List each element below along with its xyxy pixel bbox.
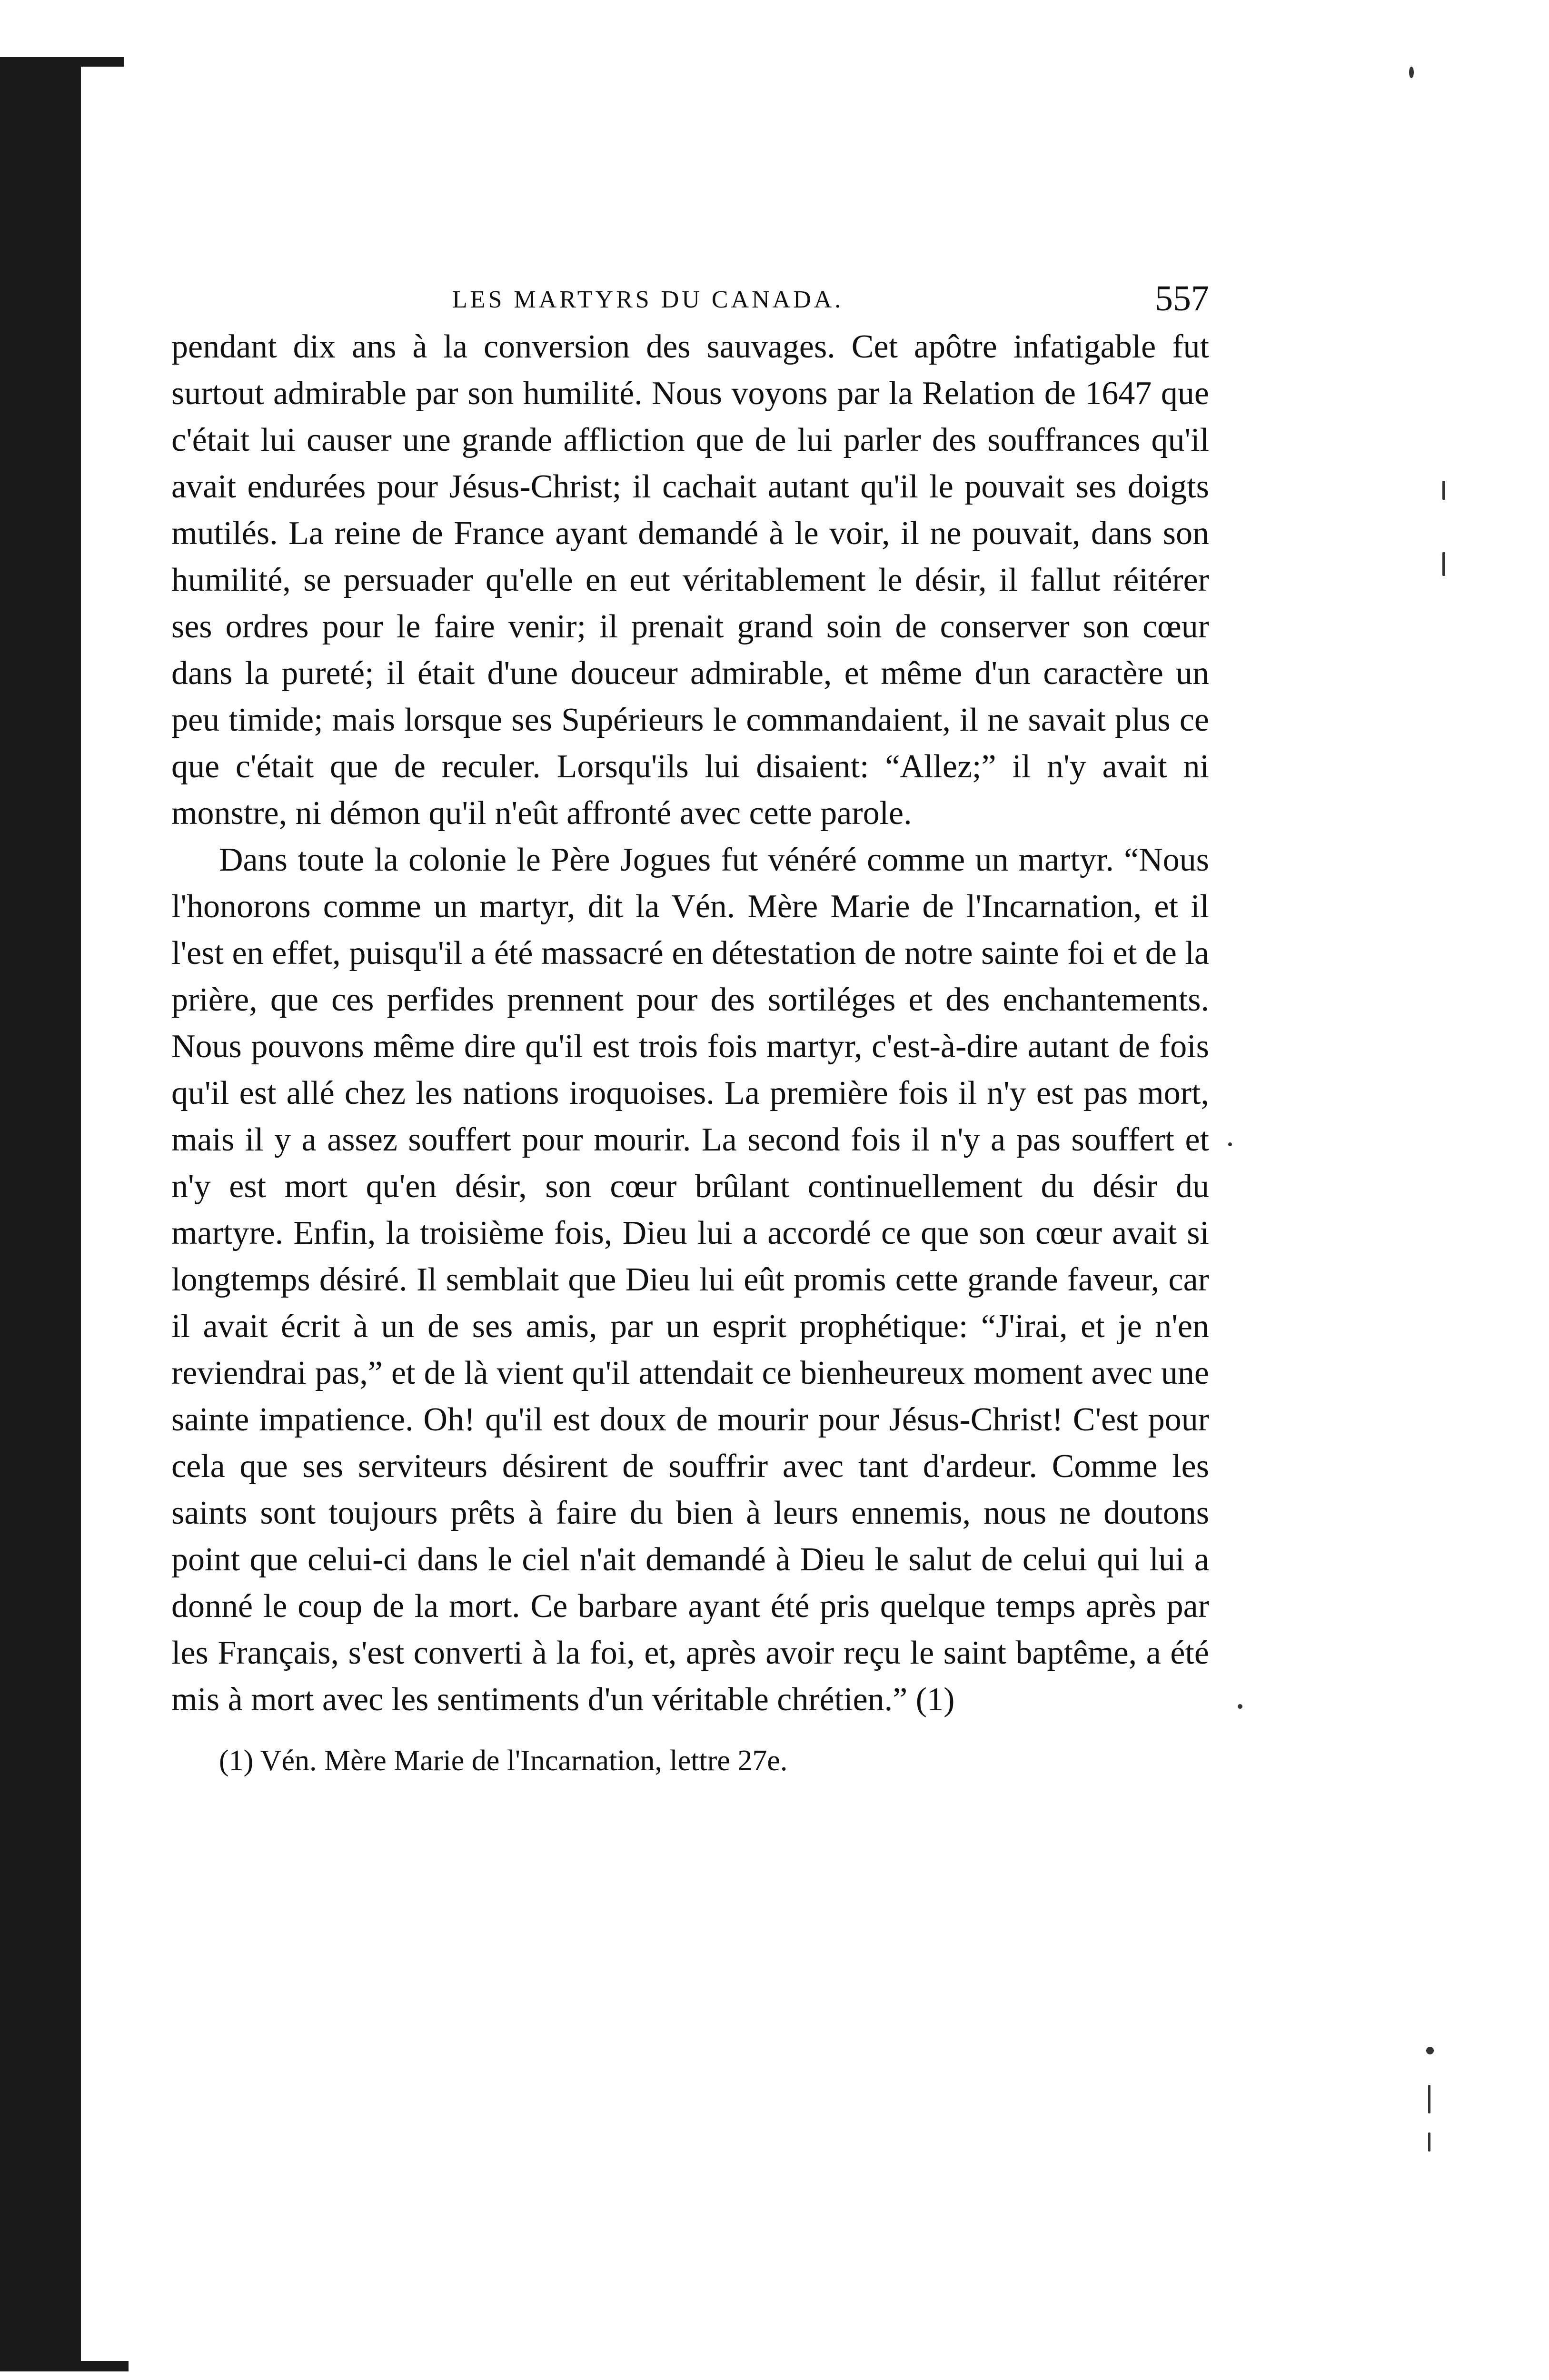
spine-bottom-edge <box>0 2361 129 2371</box>
scan-speck <box>1428 2085 1430 2113</box>
body-text <box>171 324 1209 1723</box>
paragraph: Dans toute la colonie le Père Jogues fut vénéré comme un martyr. “Nous l'honorons comme un martyr, dit la Vén. Mère Marie de l'Incarnation, et il l'est en effet, puisqu'il a été massacré en détestation de notre sainte foi et de la prière, que ces perfides prennent pour des sortiléges et des enchantements. Nous pouvons même dire qu'il est trois fois martyr, c'est-à-dire autant de fois qu'il est allé chez les nations iroquoises. La première fois il n'y est pas mort, mais il y a assez souffert pour mourir. La second fois il n'y a pas souffert et n'y est mort qu'en désir, son cœur brûlant continuellement du désir du martyre. Enfin, la troisième fois, Dieu lui a accordé ce que son cœur avait si longtemps désiré. Il semblait que Dieu lui eût promis cette grande faveur, car il avait écrit à un de ses amis, par un esprit prophétique: “J'irai, et je n'en reviendrai pas,” et de là vient qu'il attendait ce bienheureux moment avec une sainte impatience. Oh! qu'il est doux de mourir pour Jésus-Christ! C'est pour cela que ses serviteurs désirent de souffrir avec tant d'ardeur. Comme les saints sont toujours prêts à faire du bien à leurs ennemis, nous ne doutons point que celui-ci dans le ciel n'ait demandé à Dieu le salut de celui qui lui a donné le coup de la mort. Ce barbare ayant été pris quelque temps après par les Français, s'est converti à la foi, et, après avoir reçu le saint baptême, a été mis à mort avec les sentiments d'un véritable chrétien.” (1) <box>171 842 1209 1718</box>
book-spine-shadow <box>0 57 81 2370</box>
running-head <box>171 267 1209 324</box>
scan-speck <box>1428 2132 1430 2152</box>
scan-speck <box>1238 1704 1242 1709</box>
book-page <box>171 267 1209 1782</box>
scan-speck <box>1426 2047 1434 2054</box>
scan-speck <box>1442 481 1445 500</box>
page-number: 557 <box>1155 278 1209 318</box>
scan-speck <box>1228 1142 1232 1146</box>
running-title: LES MARTYRS DU CANADA. <box>452 286 844 313</box>
spine-top-edge <box>0 57 124 67</box>
paragraph: pendant dix ans à la conversion des sauvages. Cet apôtre infatigable fut surtout admirable par son humilité. Nous voyons par la Relation de 1647 que c'était lui causer une grande affliction que de lui parler des souffrances qu'il avait endurées pour Jésus-Christ; il cachait autant qu'il le pouvait ses doigts mutilés. La reine de France ayant demandé à le voir, il ne pouvait, dans son humilité, se persuader qu'elle en eut véritablement le désir, il fallut réitérer ses ordres pour le faire venir; il prenait grand soin de conserver son cœur dans la pureté; il était d'une douceur admirable, et même d'un caractère un peu timide; mais lorsque ses Supérieurs le commandaient, il ne savait plus ce que c'était que de reculer. Lorsqu'ils lui disaient: “Allez;” il n'y avait ni monstre, ni démon qu'il n'eût affronté avec cette parole. <box>171 328 1209 832</box>
scan-speck <box>1409 67 1414 78</box>
scan-speck <box>1442 552 1445 576</box>
footnote: (1) Vén. Mère Marie de l'Incarnation, lettre 27e. <box>219 1745 788 1777</box>
